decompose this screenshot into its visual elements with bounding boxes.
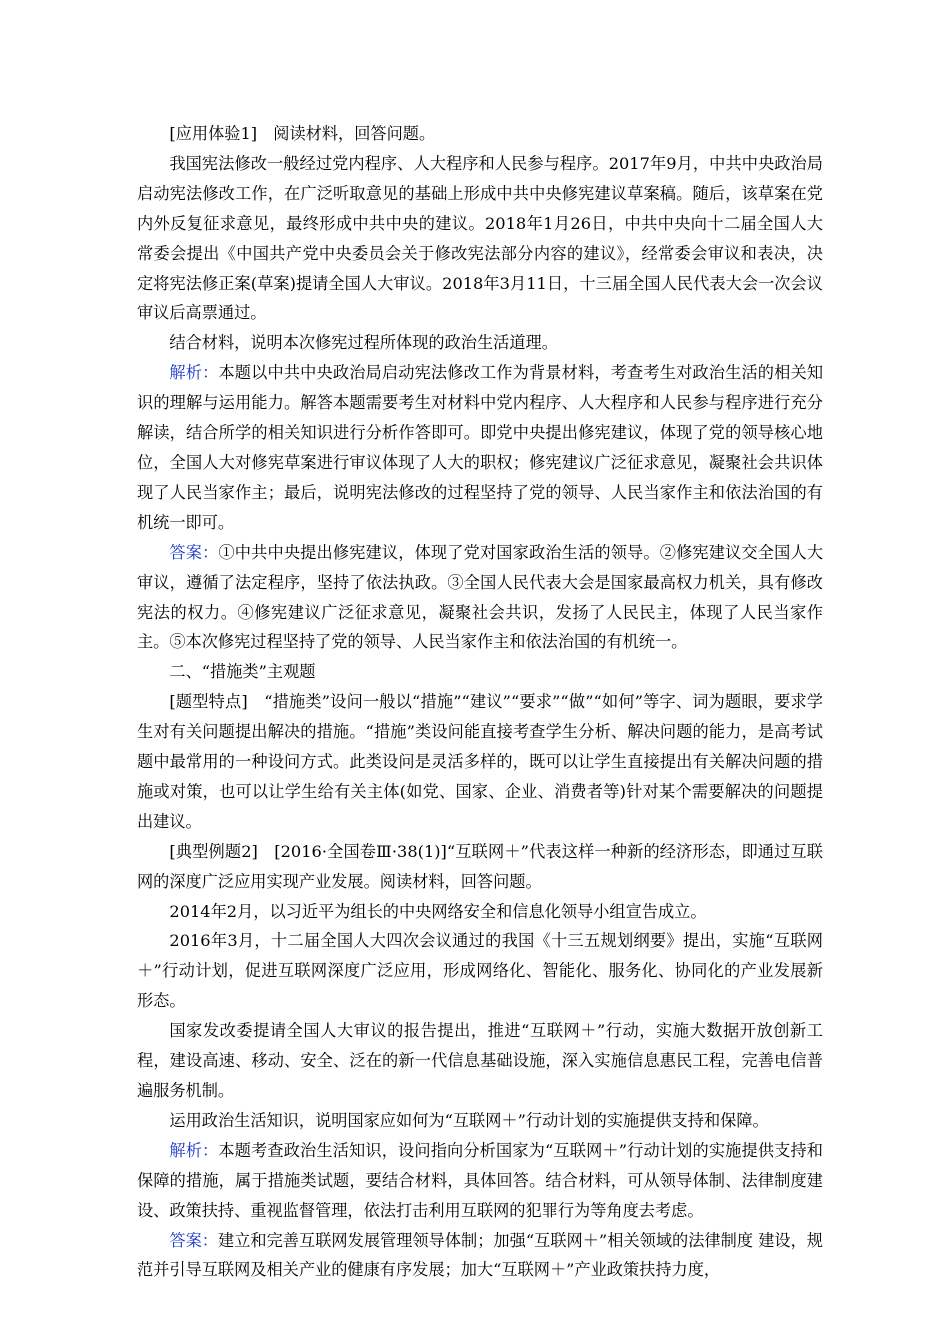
example-question-prompt: 运用政治生活知识，说明国家应如何为“互联网＋”行动计划的实施提供支持和保障。 — [169, 1110, 769, 1130]
example-analysis — [137, 1136, 823, 1226]
example-material-1: 2014年2月，以习近平为组长的中央网络安全和信息化领导小组宣告成立。 — [169, 901, 707, 921]
practice-heading: [应用体验1] 阅读材料，回答问题。 — [169, 124, 436, 143]
analysis-label: 解析： — [169, 363, 219, 383]
answer-label: 答案： — [169, 1230, 218, 1250]
example-material-2: 2016年3月，十二届全国人大四次会议通过的我国《十三五规划纲要》提出，实施“互联网＋”行动计划，促进互联网深度广泛应用，形成网络化、智能化、服务化、协同化的产业发展新形态。 — [137, 931, 823, 1011]
analysis-label: 解析： — [169, 1140, 219, 1160]
answer-text: ①中共中央提出修宪建议，体现了党对国家政治生活的领导。②修宪建议交全国人大审议，遵循了法定程序，坚持了依法执政。③全国人民代表大会是国家最高权力机关，具有修改宪法的权力。④修宪建议广泛征求意见，凝聚社会共识，发扬了人民民主，体现了人民当家作主。⑤本次修宪过程坚持了党的领导、人民当家作主和依法治国的有机统一。 — [137, 542, 824, 652]
answer-label: 答案： — [169, 542, 219, 562]
document-page — [137, 119, 823, 1285]
answer-text: 建立和完善互联网发展管理领导体制；加强“互联网＋”相关领域的法律制度 建设，规范并引导互联网及相关产业的健康有序发展；加大“互联网＋”产业政策扶持力度， — [137, 1230, 823, 1280]
question-type-features: [题型特点] “措施类”设问一般以“措施”“建议”“要求”“做”“如何”等字、词为题眼，要求学生对有关问题提出解决的措施。“措施”类设问能直接考查学生分析、解决问题的能力，是高考试题中最常用的一种设问方式。此类设问是灵活多样的，既可以让学生直接提出有关解决问题的措施或对策，也可以让学生给有关主体(如党、国家、企业、消费者等)针对某个需要解决的问题提出建议。 — [137, 692, 823, 831]
analysis-text: 本题以中共中央政治局启动宪法修改工作为背景材料，考查考生对政治生活的相关知识的理解与运用能力。解答本题需要考生对材料中党内程序、人大程序和人民参与程序进行充分解读，结合所学的相关知识进行分析作答即可。即党中央提出修宪建议，体现了党的领导核心地位，全国人大对修宪草案进行审议体现了人大的职权；修宪建议广泛征求意见，凝聚社会共识体现了人民当家作主；最后，说明宪法修改的过程坚持了党的领导、人民当家作主和依法治国的有机统一即可。 — [137, 363, 824, 532]
example-answer — [137, 1226, 823, 1286]
practice-answer — [137, 538, 823, 658]
practice-material: 我国宪法修改一般经过党内程序、人大程序和人民参与程序。2017年9月，中共中央政治局启动宪法修改工作，在广泛听取意见的基础上形成中共中央修宪建议草案稿。随后，该草案在党内外反复征求意见，最终形成中共中央的建议。2018年1月26日，中共中央向十二届全国人大常委会提出《中国共产党中央委员会关于修改宪法部分内容的建议》，经常委会审议和表决，决定将宪法修正案(草案)提请全国人大审议。2018年3月11日，十三届全国人民代表大会一次会议审议后高票通过。 — [137, 153, 823, 323]
example-material-3: 国家发改委提请全国人大审议的报告提出，推进“互联网＋”行动，实施大数据开放创新工程，建设高速、移动、安全、泛在的新一代信息基础设施，深入实施信息惠民工程，完善电信普遍服务机制。 — [137, 1021, 823, 1100]
section-title: 二、“措施类”主观题 — [169, 662, 316, 682]
practice-question: 结合材料，说明本次修宪过程所体现的政治生活道理。 — [169, 333, 558, 353]
analysis-text: 本题考查政治生活知识，设问指向分析国家为“互联网＋”行动计划的实施提供支持和保障的措施，属于措施类试题，要结合材料，具体回答。结合材料，可从领导体制、法律制度建设、政策扶持、重视监督管理，依法打击利用互联网的犯罪行为等角度去考虑。 — [137, 1140, 823, 1220]
example-question: [典型例题2] [2016·全国卷Ⅲ·38(1)]“互联网＋”代表这样一种新的经济形态，即通过互联网的深度广泛应用实现产业发展。阅读材料，回答问题。 — [137, 841, 823, 891]
practice-analysis — [137, 358, 823, 537]
